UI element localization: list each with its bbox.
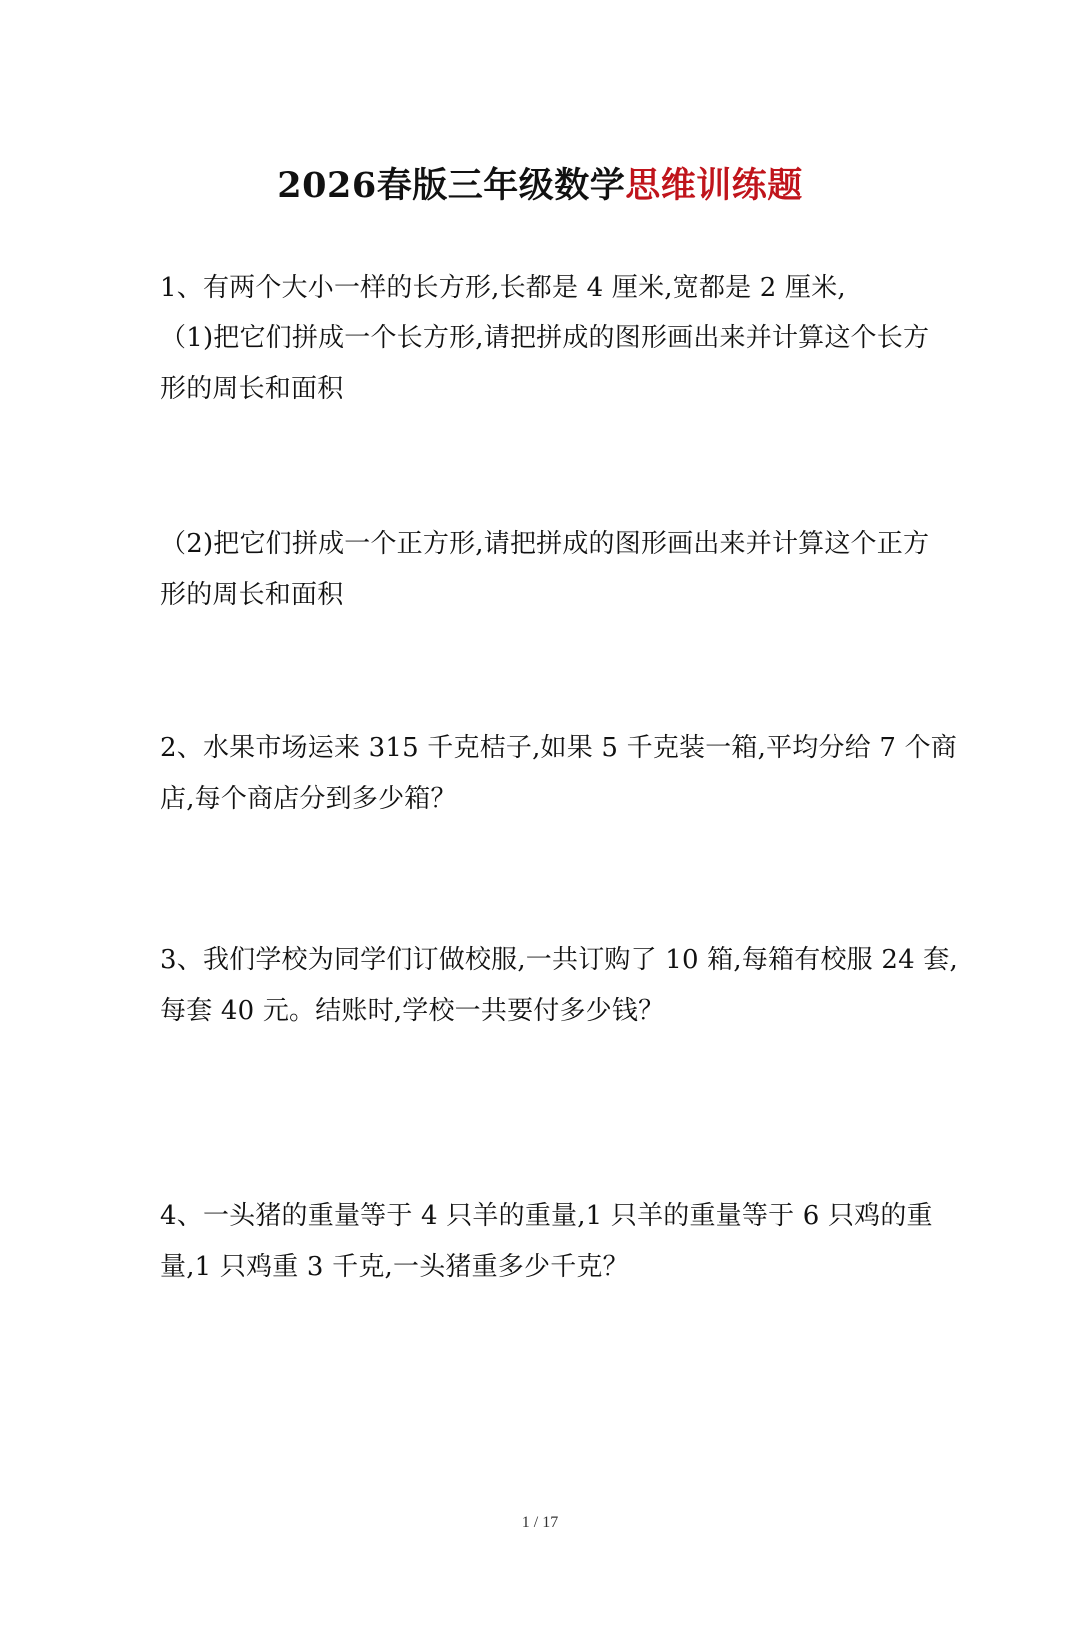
question-4 (160, 1191, 960, 1293)
question-1 (160, 263, 960, 314)
question-2 (160, 723, 960, 825)
page-number: 1 / 17 (521, 1514, 559, 1531)
question-1-line-1: 1、有两个大小一样的长方形,长都是 4 厘米,宽都是 2 厘米, (160, 273, 846, 303)
question-1-part-2 (160, 519, 960, 621)
question-3 (160, 935, 960, 1037)
question-1-part-2-line-1: （2)把它们拼成一个正方形,请把拼成的图形画出来并计算这个正方 (160, 529, 930, 559)
title-highlight: 思维训练题 (625, 165, 803, 206)
question-1-part-1-line-1: （1)把它们拼成一个长方形,请把拼成的图形画出来并计算这个长方 (160, 323, 930, 353)
question-3-line-1: 3、我们学校为同学们订做校服,一共订购了 10 箱,每箱有校服 24 套, (160, 945, 958, 975)
question-1-part-2-line-2: 形的周长和面积 (160, 580, 344, 610)
page-title (0, 158, 1080, 214)
question-3-line-2: 每套 40 元。结账时,学校一共要付多少钱？ (160, 996, 665, 1026)
question-1-part-1-line-2: 形的周长和面积 (160, 374, 344, 404)
question-2-line-1: 2、水果市场运来 315 千克桔子,如果 5 千克装一箱,平均分给 7 个商 (160, 733, 957, 763)
question-2-line-2: 店,每个商店分到多少箱？ (160, 784, 457, 814)
title-prefix: 2026春版三年级数学 (277, 165, 626, 206)
question-4-line-2: 量,1 只鸡重 3 千克,一头猪重多少千克？ (160, 1252, 629, 1282)
question-1-part-1 (160, 313, 960, 415)
question-4-line-1: 4、一头猪的重量等于 4 只羊的重量,1 只羊的重量等于 6 只鸡的重 (160, 1201, 933, 1231)
